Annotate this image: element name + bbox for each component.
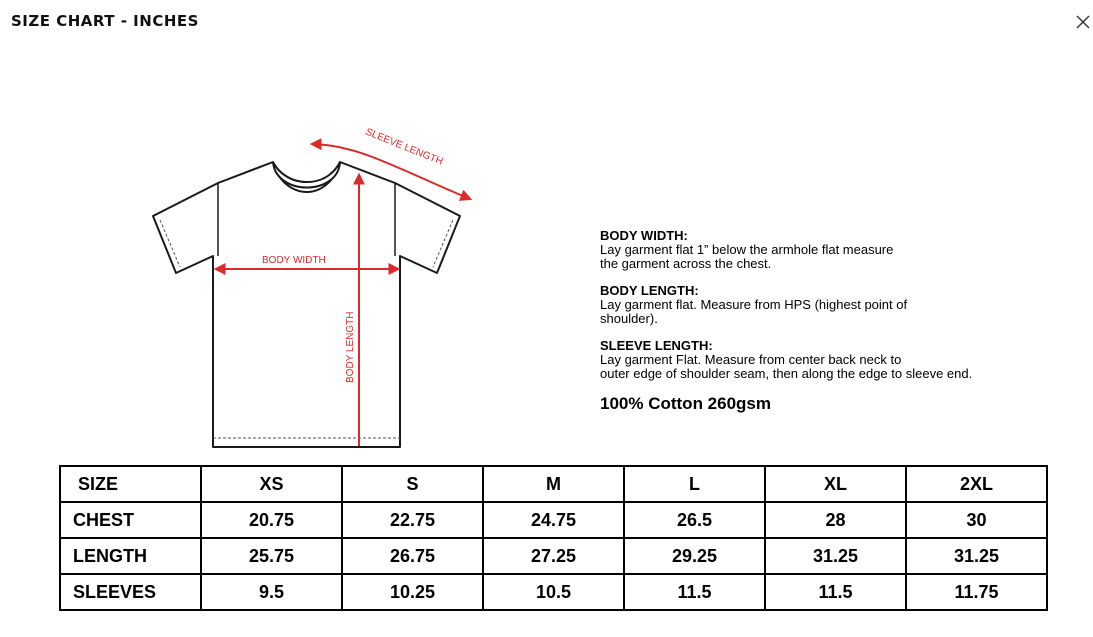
close-icon[interactable] [1075,14,1091,30]
table-cell: 11.5 [765,574,906,610]
table-cell: 10.25 [342,574,483,610]
table-cell: 29.25 [624,538,765,574]
description-line: the garment across the chest. [600,256,772,271]
table-row [60,502,1047,538]
table-cell: 11.5 [624,574,765,610]
table-cell: 10.5 [483,574,624,610]
description-heading: SLEEVE LENGTH: [600,338,713,353]
table-header-cell: XL [765,466,906,502]
table-cell: 27.25 [483,538,624,574]
body-width-description [600,229,1060,271]
measurement-descriptions [600,229,1060,414]
table-header-cell: L [624,466,765,502]
tshirt-outline [153,162,460,447]
table-header-cell: SIZE [60,466,201,502]
modal-title: SIZE CHART - INCHES [11,12,199,30]
description-line: outer edge of shoulder seam, then along the edge to sleeve end. [600,366,973,381]
description-line: Lay garment flat. Measure from HPS (highest point of [600,297,908,312]
table-cell: 22.75 [342,502,483,538]
body-length-label: BODY LENGTH [345,311,356,383]
description-heading: BODY LENGTH: [600,283,699,298]
table-row [60,574,1047,610]
table-cell: 25.75 [201,538,342,574]
table-cell: 28 [765,502,906,538]
table-cell: 11.75 [906,574,1047,610]
close-button[interactable] [1075,14,1091,30]
table-cell: 20.75 [201,502,342,538]
table-header-cell: S [342,466,483,502]
fabric-spec: 100% Cotton 260gsm [600,394,771,413]
table-row [60,538,1047,574]
table-header-cell: XS [201,466,342,502]
table-cell: 31.25 [765,538,906,574]
table-cell: 24.75 [483,502,624,538]
body-width-label: BODY WIDTH [262,255,326,266]
table-cell: 30 [906,502,1047,538]
tshirt-diagram [140,120,490,455]
table-row-label: CHEST [60,502,201,538]
table-cell: 9.5 [201,574,342,610]
sleeve-length-label: SLEEVE LENGTH [363,126,445,168]
description-line: Lay garment flat 1” below the armhole flat measure [600,242,894,257]
body-length-description [600,284,1060,326]
table-cell: 26.75 [342,538,483,574]
table-header-cell: M [483,466,624,502]
table-header-cell: 2XL [906,466,1047,502]
table-row-label: SLEEVES [60,574,201,610]
size-chart-table [59,465,1048,611]
table-row-label: LENGTH [60,538,201,574]
description-line: shoulder). [600,311,658,326]
description-line: Lay garment Flat. Measure from center back neck to [600,352,902,367]
table-cell: 31.25 [906,538,1047,574]
description-heading: BODY WIDTH: [600,228,688,243]
sleeve-length-description [600,339,1060,381]
table-cell: 26.5 [624,502,765,538]
table-header-row [60,466,1047,502]
